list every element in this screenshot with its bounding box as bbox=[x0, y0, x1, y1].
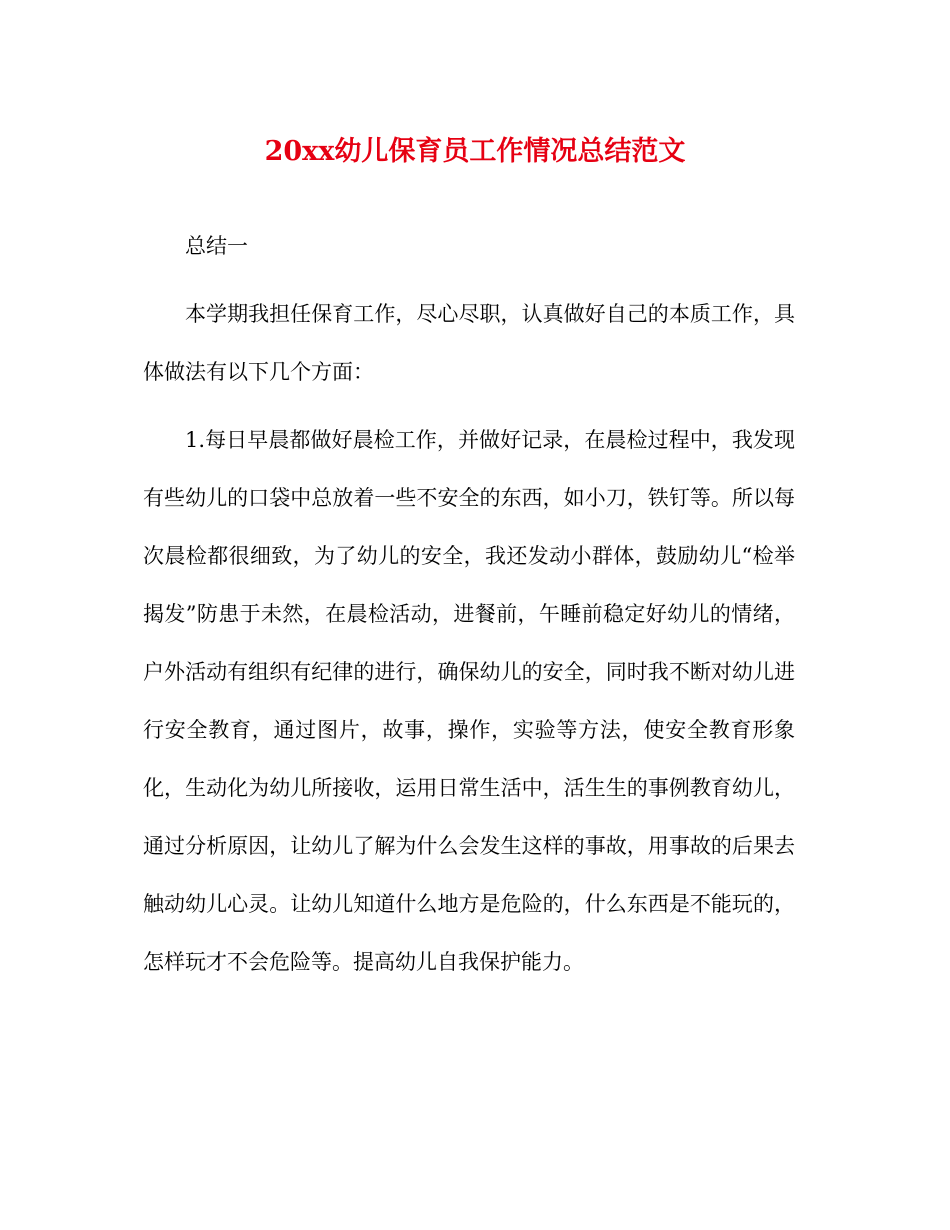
document-body bbox=[143, 217, 795, 1001]
paragraph-intro: 本学期我担任保育工作，尽心尽职，认真做好自己的本质工作，具体做法有以下几个方面： bbox=[143, 302, 795, 384]
section-heading: 总结一 bbox=[185, 234, 248, 258]
paragraph-item-1: 1.每日早晨都做好晨检工作，并做好记录，在晨检过程中，我发现有些幼儿的口袋中总放着一些不安全的东西，如小刀，铁钉等。所以每次晨检都很细致，为了幼儿的安全，我还发动小群体，鼓励幼儿“检举揭发”防患于未然，在晨检活动，进餐前，午睡前稳定好幼儿的情绪，户外活动有组织有纪律的进行，确保幼儿的安全，同时我不断对幼儿进行安全教育，通过图片，故事，操作，实验等方法，使安全教育形象化，生动化为幼儿所接收，运用日常生活中，活生生的事例教育幼儿，通过分析原因，让幼儿了解为什么会发生这样的事故，用事故的后果去触动幼儿心灵。让幼儿知道什么地方是危险的，什么东西是不能玩的，怎样玩才不会危险等。提高幼儿自我保护能力。 bbox=[143, 428, 795, 974]
document-title: 20xx幼儿保育员工作情况总结范文 bbox=[264, 136, 686, 167]
